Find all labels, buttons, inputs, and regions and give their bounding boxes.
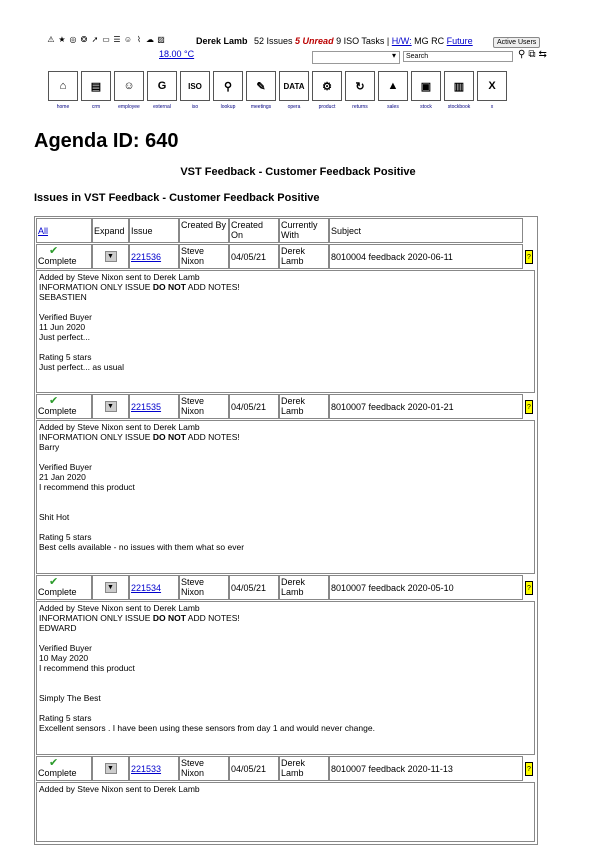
- nav-label: stock: [420, 104, 432, 110]
- search-input[interactable]: Search: [403, 51, 513, 62]
- detail-line: [39, 633, 532, 643]
- currently-with-cell: Derek Lamb: [279, 394, 329, 419]
- detail-line: [39, 522, 532, 532]
- home-icon[interactable]: ⌂: [48, 71, 78, 101]
- detail-line: Simply The Best: [39, 693, 101, 703]
- nav-item-home[interactable]: [48, 71, 78, 110]
- table-row: [36, 244, 535, 269]
- issue-detail: [36, 420, 535, 574]
- issue-detail: [36, 601, 535, 755]
- cloud-icon[interactable]: ☁: [146, 35, 154, 44]
- header-currently-with: Currently With: [279, 218, 329, 243]
- nav-label: x: [490, 104, 494, 110]
- issues-count[interactable]: 52 Issues: [254, 36, 293, 46]
- nav-label: stockbook: [447, 104, 471, 110]
- crm-icon[interactable]: ▤: [81, 71, 111, 101]
- check-icon: ✔: [49, 245, 59, 257]
- detail-line: I recommend this product: [39, 482, 135, 492]
- header-created-on: Created On: [229, 218, 279, 243]
- nav-item-crm[interactable]: [81, 71, 111, 110]
- check-icon: ✔: [49, 757, 59, 769]
- nav-item-returns[interactable]: [345, 71, 375, 110]
- header-subject: Subject: [329, 218, 523, 243]
- search-icon[interactable]: ⚲: [518, 49, 526, 60]
- nav-item-lookup[interactable]: [213, 71, 243, 110]
- detail-line: Added by Steve Nixon sent to Derek Lamb: [39, 603, 200, 613]
- toolbar-icons: [46, 35, 166, 45]
- detail-line: Added by Steve Nixon sent to Derek Lamb: [39, 422, 200, 432]
- page-title: Agenda ID: 640: [34, 130, 179, 152]
- star-icon[interactable]: ★: [58, 35, 66, 44]
- issue-link[interactable]: 221534: [131, 583, 162, 593]
- currently-with-cell: Derek Lamb: [279, 244, 329, 269]
- mg-rc: MG RC: [414, 36, 445, 46]
- lookup-icon[interactable]: ⚲: [213, 71, 243, 101]
- detail-line: [39, 673, 532, 683]
- status-cell: [36, 244, 92, 269]
- nav-label: external: [153, 104, 171, 110]
- subject-cell: 8010007 feedback 2020-05-10: [329, 575, 523, 600]
- nav-label: opera: [287, 104, 301, 110]
- header-created-by: Created By: [179, 218, 229, 243]
- meetings-icon[interactable]: ✎: [246, 71, 276, 101]
- nav-item-opera[interactable]: [279, 71, 309, 110]
- detail-line: Best cells available - no issues with them what so ever: [39, 542, 245, 552]
- expand-cell: [92, 244, 129, 269]
- status-cell: [36, 394, 92, 419]
- globe-icon[interactable]: ◎: [69, 35, 77, 44]
- check-icon: ✔: [49, 395, 59, 407]
- created-by-cell: Steve Nixon: [179, 575, 229, 600]
- detail-line: Shit Hot: [39, 512, 70, 522]
- agenda-subtitle: VST Feedback - Customer Feedback Positive: [180, 166, 416, 178]
- iso-tasks[interactable]: 9 ISO Tasks |: [336, 36, 390, 46]
- emphasis-text: DO NOT: [152, 282, 186, 292]
- currently-with-cell: Derek Lamb: [279, 575, 329, 600]
- header-expand: Expand: [92, 218, 129, 243]
- stockbook-icon[interactable]: ▥: [444, 71, 474, 101]
- nav-item-stockbook[interactable]: [444, 71, 474, 110]
- nav-label: iso: [191, 104, 199, 110]
- detail-line: [39, 492, 532, 502]
- nav-item-iso[interactable]: [180, 71, 210, 110]
- nav-item-sales[interactable]: [378, 71, 408, 110]
- returns-icon[interactable]: ↻: [345, 71, 375, 101]
- nav-label: sales: [387, 104, 399, 110]
- created-on-cell: 04/05/21: [229, 244, 279, 269]
- detail-line: Added by Steve Nixon sent to Derek Lamb: [39, 784, 200, 794]
- note-flag-icon[interactable]: ?: [525, 250, 533, 264]
- quick-select-dropdown[interactable]: [312, 51, 400, 64]
- main-nav: [48, 71, 507, 110]
- note-flag-icon[interactable]: ?: [525, 762, 533, 776]
- detail-line: INFORMATION ONLY ISSUE DO NOT ADD NOTES!: [39, 432, 240, 442]
- external-icon[interactable]: G: [147, 71, 177, 101]
- section-title: Issues in VST Feedback - Customer Feedback Positive: [34, 192, 320, 204]
- nav-label: crm: [91, 104, 101, 110]
- detail-line: Barry: [39, 442, 60, 452]
- network-icon[interactable]: ⇆: [538, 49, 547, 60]
- issue-detail: [36, 270, 535, 393]
- subject-cell: 8010004 feedback 2020-06-11: [329, 244, 523, 269]
- smiley-icon[interactable]: ☺: [123, 35, 133, 44]
- detail-line: Added by Steve Nixon sent to Derek Lamb: [39, 272, 200, 282]
- nav-label: returns: [352, 104, 368, 110]
- created-by-cell: Steve Nixon: [179, 394, 229, 419]
- close-icon[interactable]: X: [477, 71, 507, 101]
- warning-icon[interactable]: ⚠: [47, 35, 55, 44]
- expand-arrow-icon[interactable]: ▼: [105, 582, 117, 593]
- detail-line: Verified Buyer: [39, 462, 92, 472]
- temperature-link[interactable]: 18.00 °C: [159, 49, 195, 59]
- created-on-cell: 04/05/21: [229, 575, 279, 600]
- table-header-row: [36, 218, 535, 243]
- table-row: [36, 575, 535, 600]
- issue-cell: [129, 394, 179, 419]
- detail-line: I recommend this product: [39, 663, 135, 673]
- nav-item-external[interactable]: [147, 71, 177, 110]
- stock-icon[interactable]: ▣: [411, 71, 441, 101]
- issue-summary: [254, 36, 473, 46]
- status-cell: [36, 756, 92, 781]
- created-by-cell: Steve Nixon: [179, 756, 229, 781]
- detail-line: SEBASTIEN: [39, 292, 87, 302]
- issue-detail: [36, 782, 535, 842]
- note-flag-icon[interactable]: ?: [525, 581, 533, 595]
- nav-item-x[interactable]: [477, 71, 507, 110]
- page-icon[interactable]: ▭: [102, 35, 110, 44]
- note-flag-icon[interactable]: ?: [525, 400, 533, 414]
- check-icon: ✔: [49, 576, 59, 588]
- emphasis-text: DO NOT: [152, 432, 186, 442]
- currently-with-cell: Derek Lamb: [279, 756, 329, 781]
- expand-cell: [92, 394, 129, 419]
- top-toolbar: [46, 35, 566, 65]
- issue-cell: [129, 575, 179, 600]
- created-on-cell: 04/05/21: [229, 394, 279, 419]
- status-label: Complete: [38, 587, 77, 597]
- detail-line: INFORMATION ONLY ISSUE DO NOT ADD NOTES!: [39, 282, 240, 292]
- status-label: Complete: [38, 256, 77, 266]
- product-icon[interactable]: ⚙: [312, 71, 342, 101]
- nav-label: employee: [118, 104, 140, 110]
- detail-line: 11 Jun 2020: [39, 322, 86, 332]
- refresh-icon[interactable]: ❂: [80, 35, 88, 44]
- detail-line: 10 May 2020: [39, 653, 89, 663]
- nav-label: home: [56, 104, 70, 110]
- issue-link[interactable]: 221536: [131, 252, 162, 262]
- nav-item-meetings[interactable]: [246, 71, 276, 110]
- header-all[interactable]: [36, 218, 92, 243]
- header-issue: Issue: [129, 218, 179, 243]
- detail-line: Excellent sensors . I have been using these sensors from day 1 and would never change.: [39, 723, 375, 733]
- sales-icon[interactable]: ▲: [378, 71, 408, 101]
- subject-cell: 8010007 feedback 2020-11-13: [329, 756, 523, 781]
- nav-label: meetings: [250, 104, 272, 110]
- detail-line: [39, 502, 532, 512]
- iso-icon[interactable]: ISO: [180, 71, 210, 101]
- expand-cell: [92, 756, 129, 781]
- all-link[interactable]: All: [38, 226, 49, 236]
- emphasis-text: DO NOT: [152, 613, 186, 623]
- created-on-cell: 04/05/21: [229, 756, 279, 781]
- detail-line: Rating 5 stars: [39, 532, 92, 542]
- active-users-button[interactable]: Active Users: [493, 37, 540, 48]
- nav-item-product[interactable]: [312, 71, 342, 110]
- send-icon[interactable]: ➚: [91, 35, 99, 44]
- detail-line: Rating 5 stars: [39, 352, 92, 362]
- detail-line: [39, 683, 532, 693]
- expand-arrow-icon[interactable]: ▼: [105, 401, 117, 412]
- search-tools: [518, 49, 547, 60]
- list-icon[interactable]: ☰: [113, 35, 121, 44]
- status-label: Complete: [38, 406, 77, 416]
- subject-cell: 8010007 feedback 2020-01-21: [329, 394, 523, 419]
- employee-icon[interactable]: ☺: [114, 71, 144, 101]
- external-window-icon[interactable]: ⧉: [528, 49, 536, 60]
- hw-link[interactable]: H/W:: [391, 36, 412, 46]
- detail-line: Just perfect...: [39, 332, 91, 342]
- unread-count[interactable]: 5 Unread: [295, 36, 334, 46]
- expand-arrow-icon[interactable]: ▼: [105, 251, 117, 262]
- detail-line: [39, 452, 532, 462]
- expand-arrow-icon[interactable]: ▼: [105, 763, 117, 774]
- issue-cell: [129, 244, 179, 269]
- issue-cell: [129, 756, 179, 781]
- detail-line: INFORMATION ONLY ISSUE DO NOT ADD NOTES!: [39, 613, 240, 623]
- nav-label: product: [318, 104, 336, 110]
- detail-line: EDWARD: [39, 623, 77, 633]
- detail-line: Verified Buyer: [39, 312, 92, 322]
- status-label: Complete: [38, 768, 77, 778]
- future-link[interactable]: Future: [446, 36, 473, 46]
- opera-icon[interactable]: DATA: [279, 71, 309, 101]
- status-cell: [36, 575, 92, 600]
- detail-line: Just perfect... as usual: [39, 362, 125, 372]
- issues-table: [34, 216, 538, 845]
- issue-link[interactable]: 221535: [131, 402, 162, 412]
- nav-item-employee[interactable]: [114, 71, 144, 110]
- table-row: [36, 394, 535, 419]
- chart-icon[interactable]: ▨: [157, 35, 165, 44]
- nav-label: lookup: [220, 104, 236, 110]
- nav-item-stock[interactable]: [411, 71, 441, 110]
- detail-line: Verified Buyer: [39, 643, 92, 653]
- detail-line: [39, 342, 532, 352]
- expand-cell: [92, 575, 129, 600]
- user-name: Derek Lamb: [196, 36, 248, 46]
- signal-icon[interactable]: ⌇: [137, 35, 141, 44]
- issue-link[interactable]: 221533: [131, 764, 162, 774]
- detail-line: [39, 302, 532, 312]
- detail-line: [39, 703, 532, 713]
- detail-line: 21 Jan 2020: [39, 472, 86, 482]
- created-by-cell: Steve Nixon: [179, 244, 229, 269]
- table-row: [36, 756, 535, 781]
- detail-line: Rating 5 stars: [39, 713, 92, 723]
